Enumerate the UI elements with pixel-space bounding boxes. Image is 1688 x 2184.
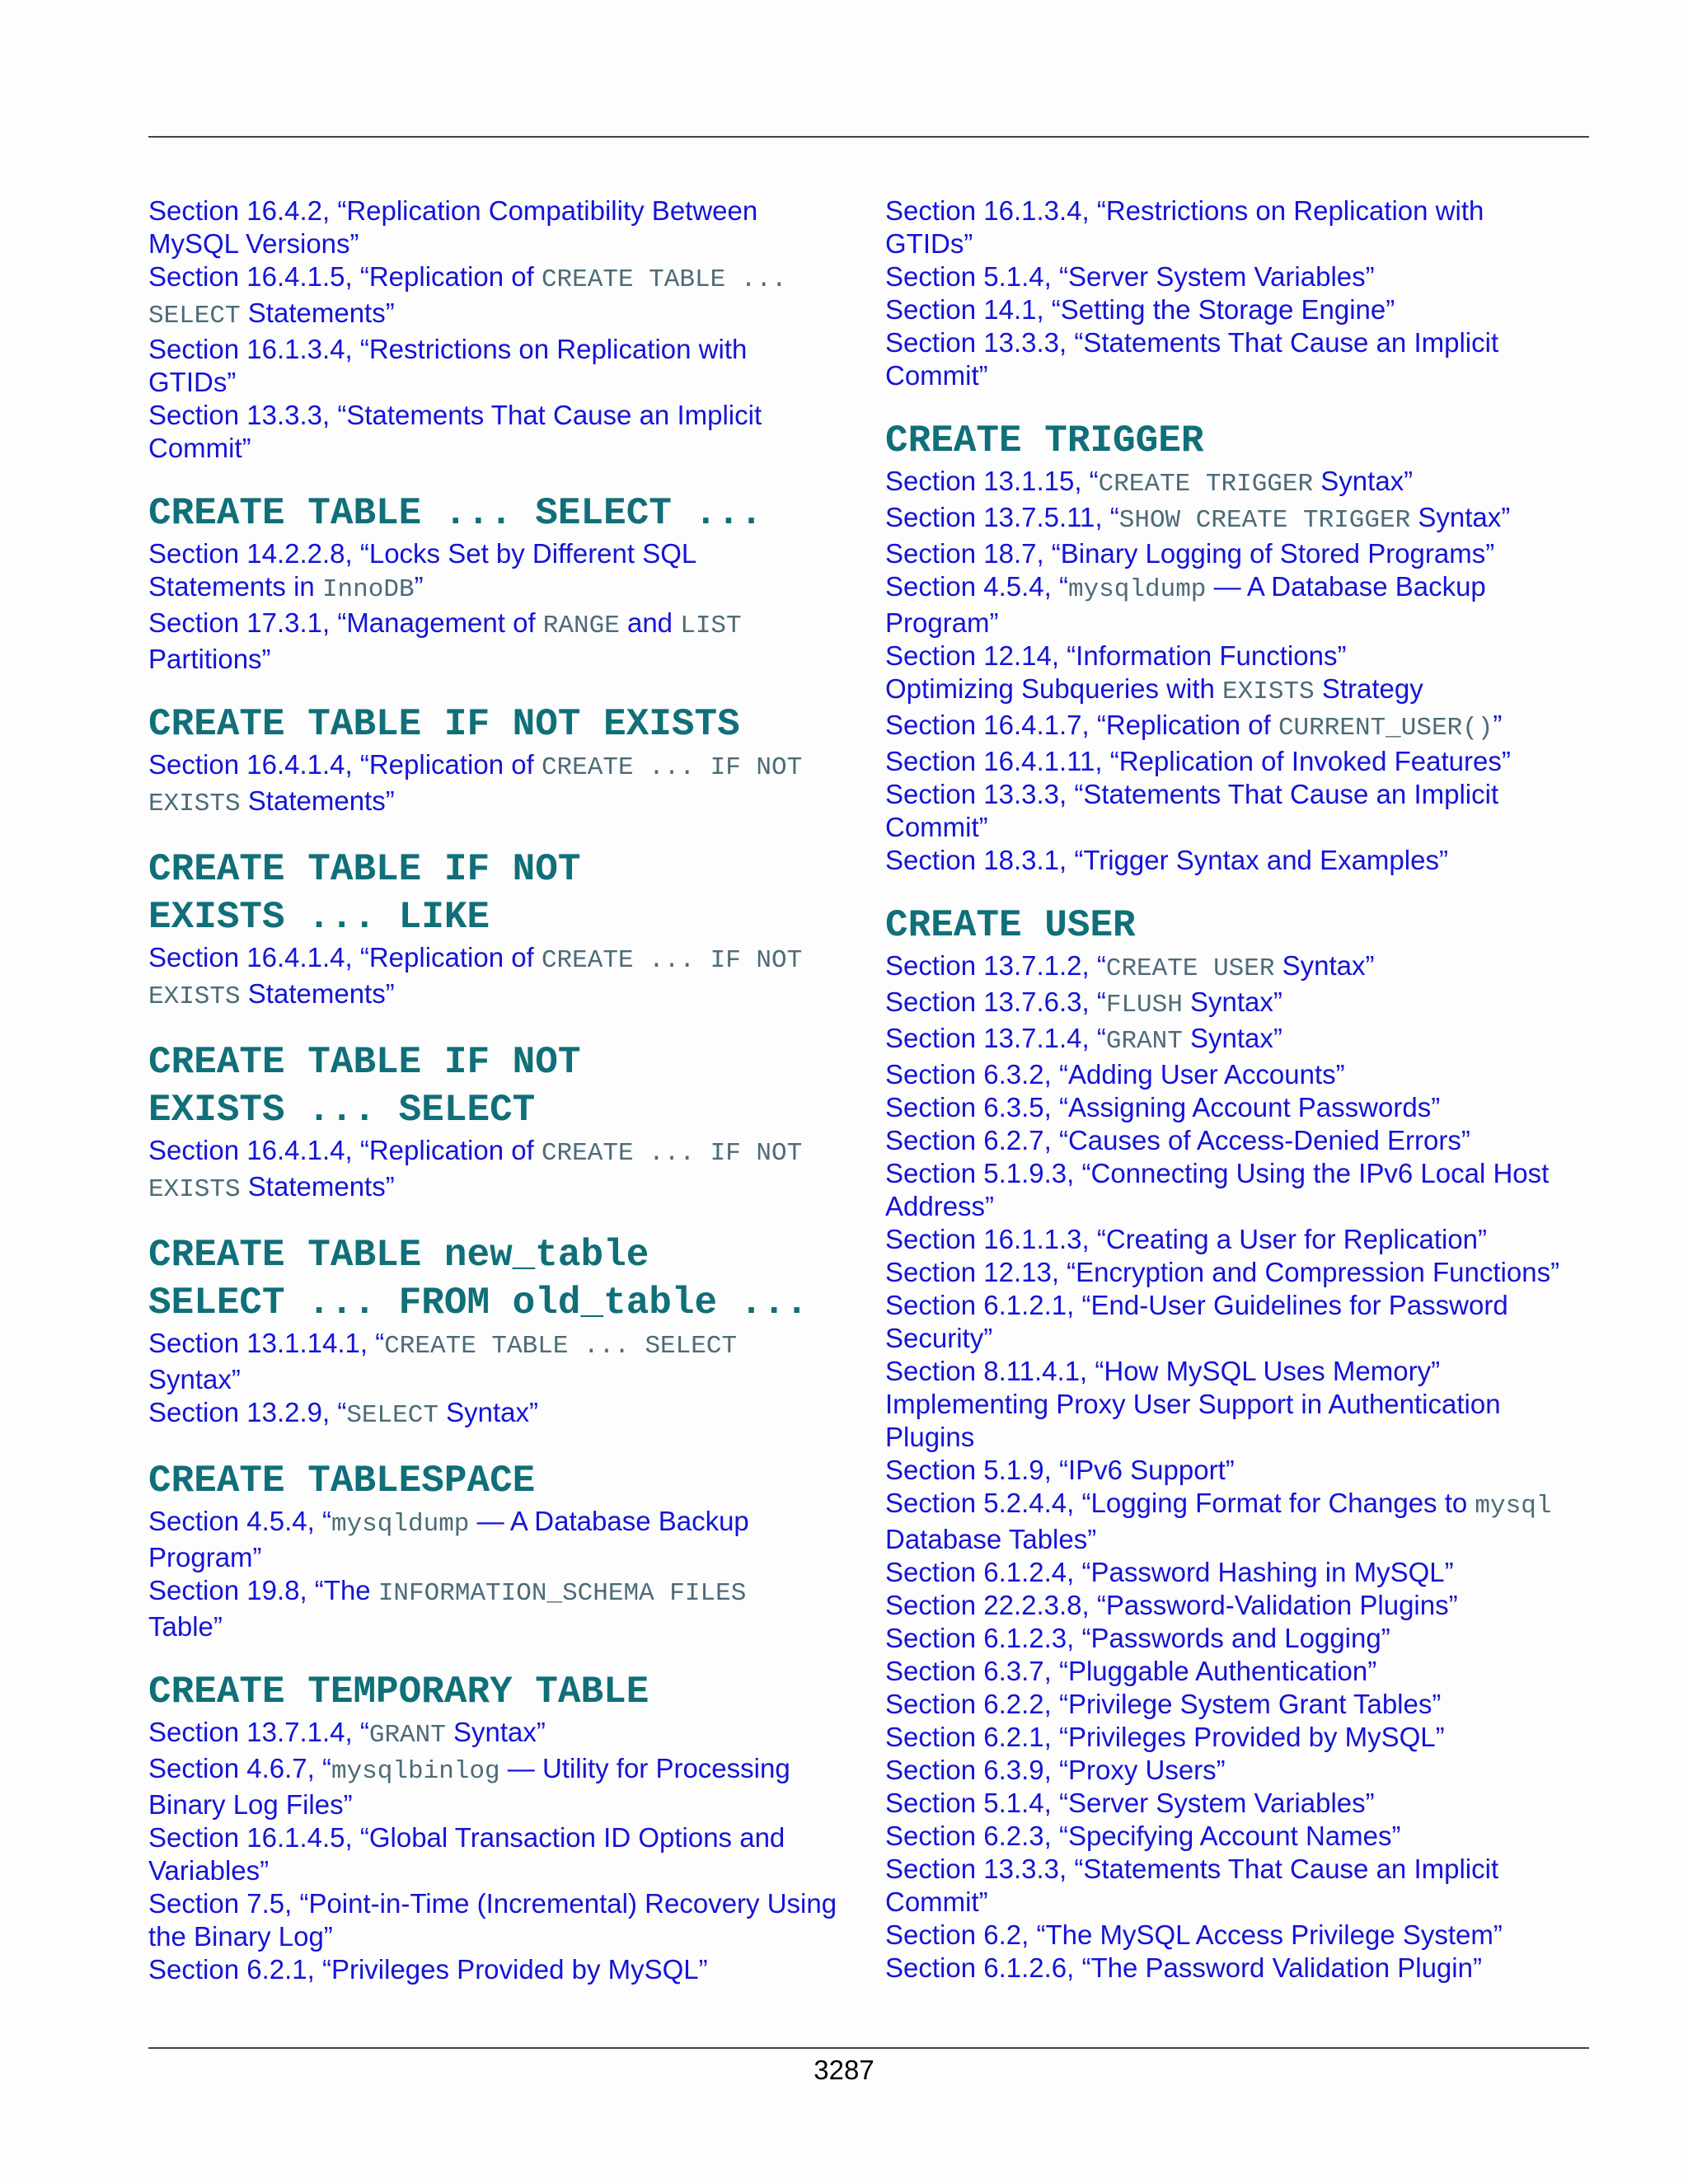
index-entry[interactable]: Section 16.4.1.11, “Replication of Invoked Features” <box>885 746 1511 776</box>
index-entry[interactable]: Section 6.2.1, “Privileges Provided by MySQL” <box>885 1722 1445 1752</box>
code-term: GRANT <box>368 1721 446 1750</box>
code-term: CREATE TABLE ... <box>541 265 787 294</box>
bottom-rule <box>148 2047 1589 2049</box>
index-entry[interactable]: Section 16.1.3.4, “Restrictions on Replication with GTIDs” <box>885 195 1484 259</box>
code-term: mysql <box>1475 1492 1552 1521</box>
index-entry[interactable]: Section 13.1.15, “CREATE TRIGGER Syntax” <box>885 466 1414 499</box>
index-entry[interactable]: Section 16.4.1.7, “Replication of CURRENT_USER()” <box>885 710 1503 743</box>
index-entry[interactable]: Section 6.1.2.6, “The Password Validation Plugin” <box>885 1952 1482 1983</box>
index-entry[interactable]: Section 16.4.1.4, “Replication of CREATE ... IF NOT EXISTS Statements” <box>148 1135 803 1204</box>
index-entry[interactable]: Section 18.3.1, “Trigger Syntax and Examples” <box>885 845 1448 875</box>
index-heading: CREATE TABLE new_table <box>148 1234 649 1277</box>
index-group <box>148 490 857 676</box>
index-heading: CREATE TABLE ... SELECT ... <box>148 492 763 535</box>
index-entry[interactable]: Section 16.1.1.3, “Creating a User for Replication” <box>885 1224 1488 1254</box>
index-group <box>148 1231 857 1432</box>
index-entry[interactable]: Section 16.4.1.5, “Replication of CREATE TABLE ... SELECT Statements” <box>148 261 787 330</box>
index-group <box>148 846 857 1014</box>
continued-entries-right <box>885 194 1578 392</box>
index-entry[interactable]: Section 5.1.4, “Server System Variables” <box>885 261 1375 292</box>
index-entry[interactable]: Section 6.1.2.4, “Password Hashing in MySQL” <box>885 1557 1454 1587</box>
index-entry[interactable]: Section 13.3.3, “Statements That Cause an Implicit Commit” <box>148 400 762 463</box>
index-entry[interactable]: Section 6.2, “The MySQL Access Privilege System” <box>885 1919 1503 1950</box>
code-term: SHOW CREATE TRIGGER <box>1118 506 1411 535</box>
code-term: GRANT <box>1105 1027 1183 1056</box>
index-entry[interactable]: Section 6.3.5, “Assigning Account Passwords” <box>885 1092 1441 1122</box>
index-entry[interactable]: Section 5.1.4, “Server System Variables” <box>885 1788 1375 1818</box>
top-rule <box>148 136 1589 138</box>
index-entry[interactable]: Section 16.1.4.5, “Global Transaction ID Options and Variables” <box>148 1822 785 1886</box>
index-entry[interactable]: Section 19.8, “The INFORMATION_SCHEMA FILES Table” <box>148 1575 747 1642</box>
index-heading: SELECT ... FROM old_table ... <box>148 1282 809 1324</box>
index-group <box>885 902 1578 1985</box>
index-entry[interactable]: Section 5.1.9.3, “Connecting Using the IPv6 Local Host Address” <box>885 1158 1550 1221</box>
index-entry[interactable]: Section 7.5, “Point-in-Time (Incremental) Recovery Using the Binary Log” <box>148 1888 837 1952</box>
code-term: RANGE <box>542 612 620 640</box>
index-heading: CREATE TABLE IF NOT <box>148 1041 581 1084</box>
index-entry[interactable]: Section 13.7.5.11, “SHOW CREATE TRIGGER Syntax” <box>885 502 1511 535</box>
code-term: CREATE ... IF NOT <box>541 946 803 975</box>
index-entry[interactable]: Section 6.2.7, “Causes of Access-Denied Errors” <box>885 1125 1470 1155</box>
index-group <box>885 417 1578 877</box>
code-term: InnoDB <box>321 575 415 604</box>
index-entry[interactable]: Section 6.2.3, “Specifying Account Names” <box>885 1821 1401 1851</box>
index-entry[interactable]: Section 5.2.4.4, “Logging Format for Changes to mysql Database Tables” <box>885 1488 1552 1554</box>
index-entry[interactable]: Section 14.1, “Setting the Storage Engine” <box>885 294 1395 325</box>
page-number: 3287 <box>814 2055 874 2085</box>
index-entry[interactable]: Section 14.2.2.8, “Locks Set by Different SQL Statements in InnoDB” <box>148 538 697 604</box>
code-term: EXISTS <box>1222 677 1315 706</box>
index-heading: CREATE TEMPORARY TABLE <box>148 1671 649 1713</box>
index-group <box>148 1457 857 1643</box>
code-term: CURRENT_USER() <box>1278 714 1493 743</box>
right-column <box>885 194 1578 2009</box>
index-heading: EXISTS ... SELECT <box>148 1089 536 1132</box>
code-term: CREATE TABLE ... SELECT <box>384 1332 738 1361</box>
left-column <box>148 194 857 2011</box>
index-entry[interactable]: Section 12.13, “Encryption and Compression Functions” <box>885 1257 1560 1287</box>
index-entry[interactable]: Section 6.1.2.1, “End-User Guidelines for Password Security” <box>885 1290 1508 1353</box>
index-entry[interactable]: Section 8.11.4.1, “How MySQL Uses Memory” <box>885 1356 1441 1386</box>
index-entry[interactable]: Section 13.3.3, “Statements That Cause an Implicit Commit” <box>885 327 1499 391</box>
index-entry[interactable]: Section 6.2.2, “Privilege System Grant Tables” <box>885 1689 1442 1719</box>
index-entry[interactable]: Section 6.3.9, “Proxy Users” <box>885 1755 1226 1785</box>
index-entry[interactable]: Section 6.2.1, “Privileges Provided by MySQL” <box>148 1954 708 1985</box>
index-entry[interactable]: Section 13.7.1.2, “CREATE USER Syntax” <box>885 950 1375 983</box>
index-entry[interactable]: Section 13.1.14.1, “CREATE TABLE ... SELECT Syntax” <box>148 1328 738 1394</box>
code-term: SELECT <box>346 1401 438 1430</box>
code-term: mysqlbinlog <box>331 1757 500 1786</box>
index-heading: CREATE TABLE IF NOT <box>148 848 581 891</box>
index-entry[interactable]: Section 16.1.3.4, “Restrictions on Replication with GTIDs” <box>148 334 748 397</box>
index-entry[interactable]: Section 16.4.1.4, “Replication of CREATE ... IF NOT EXISTS Statements” <box>148 749 803 818</box>
index-entry[interactable]: Section 16.4.2, “Replication Compatibility Between MySQL Versions” <box>148 195 758 259</box>
index-entry[interactable]: Section 6.3.2, “Adding User Accounts” <box>885 1059 1345 1090</box>
code-term: INFORMATION_SCHEMA FILES <box>377 1579 747 1608</box>
index-entry[interactable]: Optimizing Subqueries with EXISTS Strategy <box>885 673 1423 706</box>
code-term: CREATE TRIGGER <box>1098 470 1314 499</box>
continued-entries-left <box>148 194 857 465</box>
index-entry[interactable]: Section 22.2.3.8, “Password-Validation Plugins” <box>885 1590 1458 1620</box>
code-term: EXISTS <box>148 1175 241 1204</box>
index-entry[interactable]: Section 6.1.2.3, “Passwords and Logging” <box>885 1623 1390 1653</box>
index-entry[interactable]: Section 13.7.1.4, “GRANT Syntax” <box>885 1023 1282 1056</box>
index-entry[interactable]: Section 13.3.3, “Statements That Cause an Implicit Commit” <box>885 779 1499 842</box>
code-term: mysqldump <box>1067 575 1207 604</box>
index-entry[interactable]: Section 16.4.1.4, “Replication of CREATE ... IF NOT EXISTS Statements” <box>148 942 803 1011</box>
code-term: LIST <box>680 612 742 640</box>
code-term: EXISTS <box>148 982 241 1011</box>
index-heading: CREATE USER <box>885 904 1136 947</box>
index-entry[interactable]: Section 13.3.3, “Statements That Cause an Implicit Commit” <box>885 1854 1499 1917</box>
index-group <box>148 1668 857 1986</box>
index-heading: CREATE TABLE IF NOT EXISTS <box>148 703 740 746</box>
code-term: EXISTS <box>148 790 241 818</box>
index-entry[interactable]: Section 13.2.9, “SELECT Syntax” <box>148 1397 538 1430</box>
index-entry[interactable]: Section 13.7.1.4, “GRANT Syntax” <box>148 1717 546 1750</box>
code-term: FLUSH <box>1105 991 1183 1019</box>
code-term: CREATE ... IF NOT <box>541 753 803 782</box>
code-term: mysqldump <box>331 1510 470 1539</box>
index-entry[interactable]: Section 4.5.4, “mysqldump — A Database Backup Program” <box>885 571 1486 638</box>
index-entry[interactable]: Section 13.7.6.3, “FLUSH Syntax” <box>885 987 1282 1019</box>
index-entry[interactable]: Section 18.7, “Binary Logging of Stored Programs” <box>885 538 1495 569</box>
index-entry[interactable]: Section 4.6.7, “mysqlbinlog — Utility for Processing Binary Log Files” <box>148 1753 790 1820</box>
index-entry[interactable]: Section 12.14, “Information Functions” <box>885 640 1347 671</box>
index-entry[interactable]: Section 6.3.7, “Pluggable Authentication” <box>885 1656 1377 1686</box>
index-entry[interactable]: Implementing Proxy User Support in Authentication Plugins <box>885 1389 1501 1452</box>
index-entry[interactable]: Section 4.5.4, “mysqldump — A Database Backup Program” <box>148 1506 749 1572</box>
index-heading: CREATE TABLESPACE <box>148 1460 536 1502</box>
code-term: SELECT <box>148 302 241 330</box>
index-group <box>148 701 857 821</box>
index-entry[interactable]: Section 17.3.1, “Management of RANGE and LIST Partitions” <box>148 607 742 674</box>
code-term: CREATE ... IF NOT <box>541 1139 803 1168</box>
code-term: CREATE USER <box>1105 954 1275 983</box>
index-entry[interactable]: Section 5.1.9, “IPv6 Support” <box>885 1455 1235 1485</box>
index-heading: CREATE TRIGGER <box>885 419 1204 462</box>
index-group <box>148 1038 857 1207</box>
index-heading: EXISTS ... LIKE <box>148 896 490 939</box>
